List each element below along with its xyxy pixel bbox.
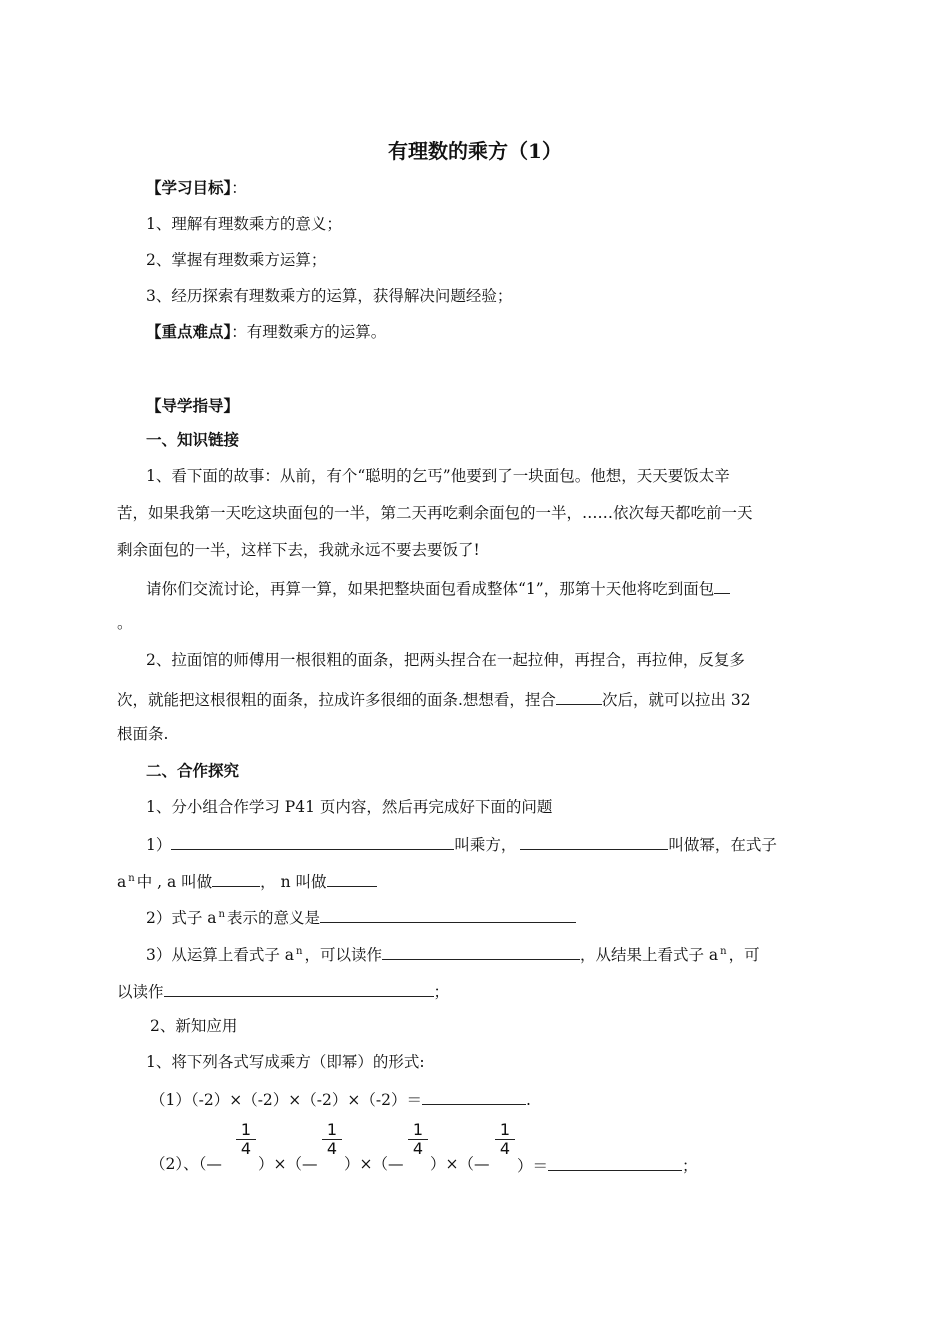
fraction-numerator: 1 bbox=[408, 1121, 428, 1140]
fraction-2 bbox=[322, 1121, 342, 1158]
noodle-line-1: 2、拉面馆的师傅用一根很粗的面条，把两头捏合在一起拉伸，再捏合，再拉伸，反复多 bbox=[146, 651, 745, 669]
q3-text-f: ，可 bbox=[728, 946, 760, 964]
goal-item-2: 2、掌握有理数乘方运算； bbox=[146, 251, 327, 269]
q1-line-2 bbox=[117, 870, 377, 895]
q1-label: 1） bbox=[146, 836, 172, 854]
exercise-2-label: （2）、（— bbox=[150, 1155, 222, 1173]
answer-blank-ex1[interactable] bbox=[422, 1088, 526, 1105]
part1-heading: 一、知识链接 bbox=[146, 430, 240, 449]
goal-item-1: 1、理解有理数乘方的意义； bbox=[146, 215, 342, 233]
q1-text-e: ， n 叫做 bbox=[260, 873, 327, 891]
q3-exponent-n: n bbox=[296, 946, 303, 957]
fraction-1 bbox=[236, 1121, 256, 1158]
fraction-numerator: 1 bbox=[236, 1121, 256, 1140]
q3-line bbox=[146, 943, 760, 968]
noodle-line-2 bbox=[117, 688, 751, 710]
answer-blank-pinch[interactable] bbox=[556, 688, 602, 705]
q1-base-a: a bbox=[117, 873, 127, 891]
part3-intro: 1、将下列各式写成乘方（即幂）的形式: bbox=[146, 1053, 425, 1071]
exercise-1-period: . bbox=[525, 1091, 531, 1109]
fraction-3 bbox=[408, 1121, 428, 1158]
story-line-2: 苦，如果我第一天吃这块面包的一半，第二天再吃剩余面包的一半，……依次每天都吃前一天 bbox=[117, 504, 753, 522]
q3-text-d: ，从结果上看式子 a bbox=[580, 946, 719, 964]
key-heading: 【重点难点】 bbox=[146, 322, 232, 341]
fraction-numerator: 1 bbox=[322, 1121, 342, 1140]
answer-blank-base[interactable] bbox=[212, 870, 260, 887]
goals-colon: ： bbox=[231, 179, 247, 197]
fraction-denominator: 4 bbox=[240, 1139, 252, 1158]
story-line-1: 1、看下面的故事：从前，有个“聪明的乞丐”他要到了一块面包。他想，天天要饭太辛 bbox=[146, 467, 730, 485]
q3-text-a: 3）从运算上看式子 a bbox=[146, 946, 295, 964]
fraction-numerator: 1 bbox=[495, 1121, 515, 1140]
exercise-2-equals: ）＝ bbox=[517, 1157, 549, 1175]
fraction-denominator: 4 bbox=[412, 1139, 424, 1158]
part3-heading: 2、新知应用 bbox=[150, 1017, 238, 1035]
page-title: 有理数的乘方（1） bbox=[388, 139, 562, 163]
key-text: ：有理数乘方的运算。 bbox=[231, 323, 387, 341]
key-line bbox=[146, 322, 386, 342]
noodle-text: 次，就能把这根很粗的面条，拉成许多很细的面条.想想看，捏合 bbox=[117, 691, 556, 709]
q3-text-h: ； bbox=[433, 983, 450, 1001]
q3-exponent-n-2: n bbox=[720, 946, 727, 957]
answer-blank-power-def[interactable] bbox=[171, 833, 454, 850]
exercise-2-end bbox=[517, 1154, 698, 1176]
answer-blank-power-name[interactable] bbox=[520, 833, 668, 850]
part2-heading: 二、合作探究 bbox=[146, 761, 240, 780]
story-line-3: 剩余面包的一半，这样下去，我就永远不要去要饭了! bbox=[117, 541, 480, 559]
exercise-1-text: （1）（-2）×（-2）×（-2）×（-2）＝ bbox=[150, 1091, 422, 1109]
answer-blank-bread[interactable] bbox=[714, 577, 730, 594]
q1-exponent-n: n bbox=[128, 873, 135, 884]
q2-text-a: 2）式子 a bbox=[146, 909, 217, 927]
answer-blank-read-operation[interactable] bbox=[382, 943, 580, 960]
question-text: 请你们交流讨论，再算一算，如果把整块面包看成整体“1”，那第十天他将吃到面包 bbox=[146, 580, 715, 598]
fraction-4 bbox=[495, 1121, 515, 1158]
q3-line-2 bbox=[117, 980, 449, 1002]
noodle-line-3: 根面条. bbox=[117, 725, 169, 743]
q2-line bbox=[146, 906, 576, 931]
q1-line bbox=[146, 833, 777, 855]
fraction-denominator: 4 bbox=[499, 1139, 511, 1158]
q3-text-g: 以读作 bbox=[117, 983, 164, 1001]
q2-exponent-n: n bbox=[218, 909, 225, 920]
q1-text-b: 叫乘方， bbox=[454, 836, 517, 854]
question-end: 。 bbox=[117, 614, 133, 632]
q1-text-d: 中 , a 叫做 bbox=[136, 873, 213, 891]
answer-blank-exponent[interactable] bbox=[327, 870, 377, 887]
goals-heading: 【学习目标】 bbox=[146, 178, 232, 197]
part2-intro: 1、分小组合作学习 P41 页内容，然后再完成好下面的问题 bbox=[146, 798, 553, 816]
exercise-2-times-1: ）×（— bbox=[258, 1155, 318, 1173]
exercise-2-semicolon: ； bbox=[682, 1157, 698, 1175]
exercise-2-times-3: ）×（— bbox=[430, 1155, 490, 1173]
goal-item-3: 3、经历探索有理数乘方的运算，获得解决问题经验； bbox=[146, 287, 513, 305]
noodle-text-2: 次后，就可以拉出 32 bbox=[601, 691, 751, 709]
exercise-2-times-2: ）×（— bbox=[344, 1155, 404, 1173]
exercise-1 bbox=[150, 1088, 531, 1110]
answer-blank-meaning[interactable] bbox=[320, 906, 576, 923]
q1-text-c: 叫做幂，在式子 bbox=[668, 836, 777, 854]
question-line bbox=[146, 577, 730, 599]
goals-heading-line bbox=[146, 178, 247, 198]
q2-text-c: 表示的意义是 bbox=[226, 909, 320, 927]
q3-text-c: ，可以读作 bbox=[304, 946, 382, 964]
fraction-denominator: 4 bbox=[326, 1139, 338, 1158]
guide-heading: 【导学指导】 bbox=[146, 396, 240, 415]
answer-blank-read-result[interactable] bbox=[164, 980, 434, 997]
answer-blank-ex2[interactable] bbox=[548, 1154, 682, 1171]
